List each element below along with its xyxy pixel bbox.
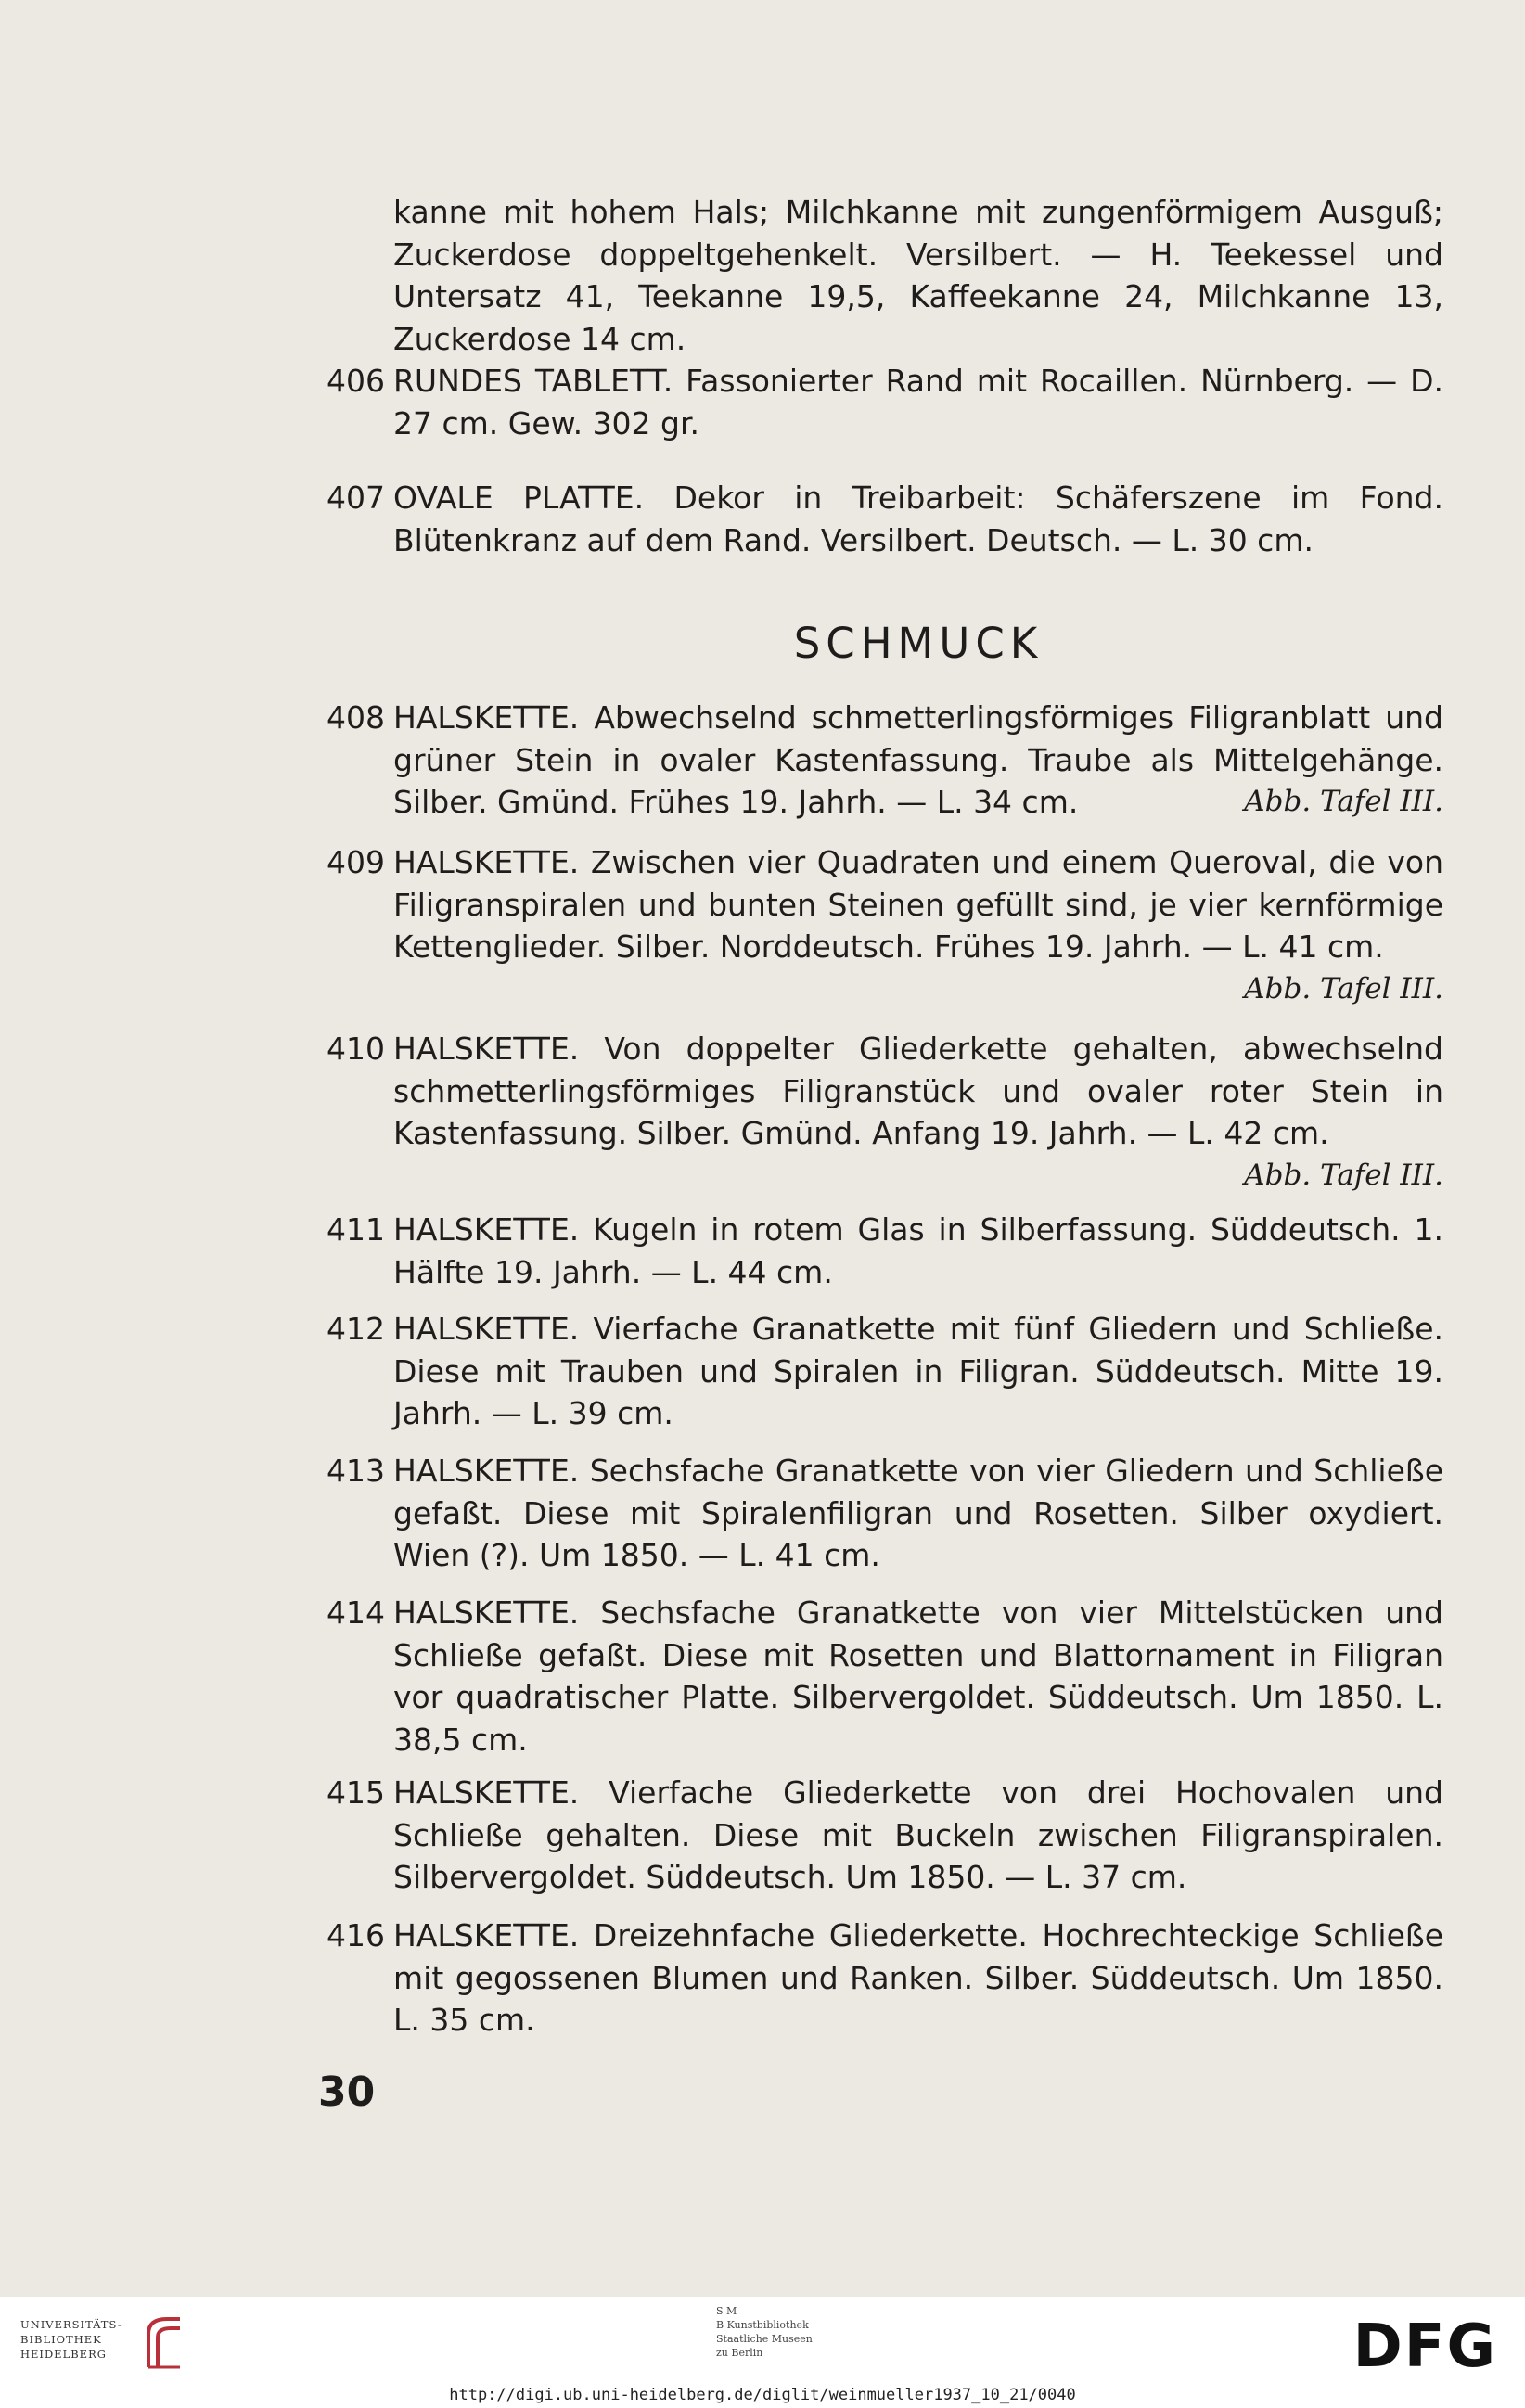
university-library-logo-text[interactable] <box>20 2317 122 2362</box>
plate-reference: Abb. Tafel III. <box>1244 971 1443 1005</box>
sm-line-4: zu Berlin <box>716 2347 763 2359</box>
entry-number: 408 <box>327 699 385 736</box>
entry-text: HALSKETTE. Vierfache Gliederkette von drei Hochovalen und Schließe gehalten. Diese mit Buckeln zwischen Filigranspiralen. Silbervergoldet. Süddeutsch. Um 1850. — L. 37 cm. <box>393 1774 1443 1895</box>
university-emblem-icon <box>139 2313 186 2371</box>
page-number: 30 <box>318 2069 376 2116</box>
entry-text: HALSKETTE. Vierfache Granatkette mit fünf Gliedern und Schließe. Diese mit Trauben und Spiralen in Filigran. Süddeutsch. Mitte 19. Jahrh. — L. 39 cm. <box>393 1311 1443 1431</box>
entry-text: HALSKETTE. Sechsfache Granatkette von vier Mittelstücken und Schließe gefaßt. Diese mit Rosetten und Blattornament in Filigran vor quadratischer Platte. Silbervergoldet. Süddeutsch. Um 1850. L. 38,5 cm. <box>393 1595 1443 1758</box>
entry-number: 409 <box>327 844 385 880</box>
entry-number: 410 <box>327 1031 385 1067</box>
intro-paragraph: kanne mit hohem Hals; Milchkanne mit zungenförmigem Ausguß; Zuckerdose doppeltgehenkelt. Versilbert. — H. Teekessel und Untersatz 41, Teekanne 19,5, Kaffeekanne 24, Milchkanne 13, Zuckerdose 14 cm. <box>393 194 1443 357</box>
section-heading: SCHMUCK <box>793 619 1044 668</box>
catalog-entry-416 <box>327 1915 1443 2042</box>
entry-text: OVALE PLATTE. Dekor in Treibarbeit: Schäferszene im Fond. Blütenkranz auf dem Rand. Versilbert. Deutsch. — L. 30 cm. <box>393 480 1443 558</box>
entry-number: 413 <box>327 1453 385 1489</box>
catalog-entry-409 <box>327 841 1443 1010</box>
catalog-entry-414 <box>327 1592 1443 1761</box>
uni-line-1: UNIVERSITÄTS- <box>20 2318 122 2331</box>
permalink-url[interactable]: http://digi.ub.uni-heidelberg.de/diglit/weinmueller1937_10_21/0040 <box>449 2386 1076 2404</box>
catalog-entry-411 <box>327 1209 1443 1293</box>
uni-line-2: BIBLIOTHEK <box>20 2333 102 2346</box>
plate-reference: Abb. Tafel III. <box>1244 785 1443 818</box>
entry-text: HALSKETTE. Dreizehnfache Gliederkette. Hochrechteckige Schließe mit gegossenen Blumen und Ranken. Silber. Süddeutsch. Um 1850. L. 35 cm. <box>393 1917 1443 2038</box>
catalog-entry-408 <box>327 697 1443 824</box>
entry-number: 416 <box>327 1917 385 1953</box>
entry-number: 412 <box>327 1311 385 1347</box>
entry-number: 407 <box>327 480 385 516</box>
entry-number: 411 <box>327 1211 385 1248</box>
staatliche-museen-logo-text[interactable] <box>716 2304 813 2360</box>
entry-text: HALSKETTE. Zwischen vier Quadraten und einem Queroval, die von Filigranspiralen und bunten Steinen gefüllt sind, je vier kernförmige Kettenglieder. Silber. Norddeutsch. Frühes 19. Jahrh. — L. 41 cm. <box>393 844 1443 965</box>
catalog-entry-412 <box>327 1308 1443 1435</box>
entry-text: HALSKETTE. Sechsfache Granatkette von vier Gliedern und Schließe gefaßt. Diese mit Spiralenfiligran und Rosetten. Silber oxydiert. Wien (?). Um 1850. — L. 41 cm. <box>393 1453 1443 1573</box>
entry-text: HALSKETTE. Abwechselnd schmetterlingsförmiges Filigranblatt und grüner Stein in ovaler Kastenfassung. Traube als Mittelgehänge. Silber. Gmünd. Frühes 19. Jahrh. — L. 34 cm. <box>393 699 1443 820</box>
sm-line-1: S M <box>716 2305 737 2317</box>
sm-line-2: B Kunstbibliothek <box>716 2319 809 2331</box>
dfg-logo[interactable]: DFG <box>1352 2312 1497 2381</box>
entry-text: HALSKETTE. Kugeln in rotem Glas in Silberfassung. Süddeutsch. 1. Hälfte 19. Jahrh. — L. 44 cm. <box>393 1211 1443 1290</box>
catalog-entry-410 <box>327 1028 1443 1197</box>
viewer-footer <box>0 2297 1525 2408</box>
plate-reference: Abb. Tafel III. <box>1244 1158 1443 1192</box>
entry-text: RUNDES TABLETT. Fassonierter Rand mit Rocaillen. Nürnberg. — D. 27 cm. Gew. 302 gr. <box>393 363 1443 442</box>
uni-line-3: HEIDELBERG <box>20 2348 107 2361</box>
entry-number: 414 <box>327 1595 385 1631</box>
sm-line-3: Staatliche Museen <box>716 2333 813 2345</box>
entry-number: 406 <box>327 363 385 399</box>
entry-number: 415 <box>327 1774 385 1811</box>
catalog-entry-413 <box>327 1450 1443 1577</box>
catalog-entry-407 <box>327 477 1443 561</box>
catalog-entry-415 <box>327 1772 1443 1899</box>
catalog-entry-406 <box>327 360 1443 444</box>
entry-text: HALSKETTE. Von doppelter Gliederkette gehalten, abwechselnd schmetterlingsförmiges Filigranstück und ovaler roter Stein in Kastenfassung. Silber. Gmünd. Anfang 19. Jahrh. — L. 42 cm. <box>393 1031 1443 1151</box>
